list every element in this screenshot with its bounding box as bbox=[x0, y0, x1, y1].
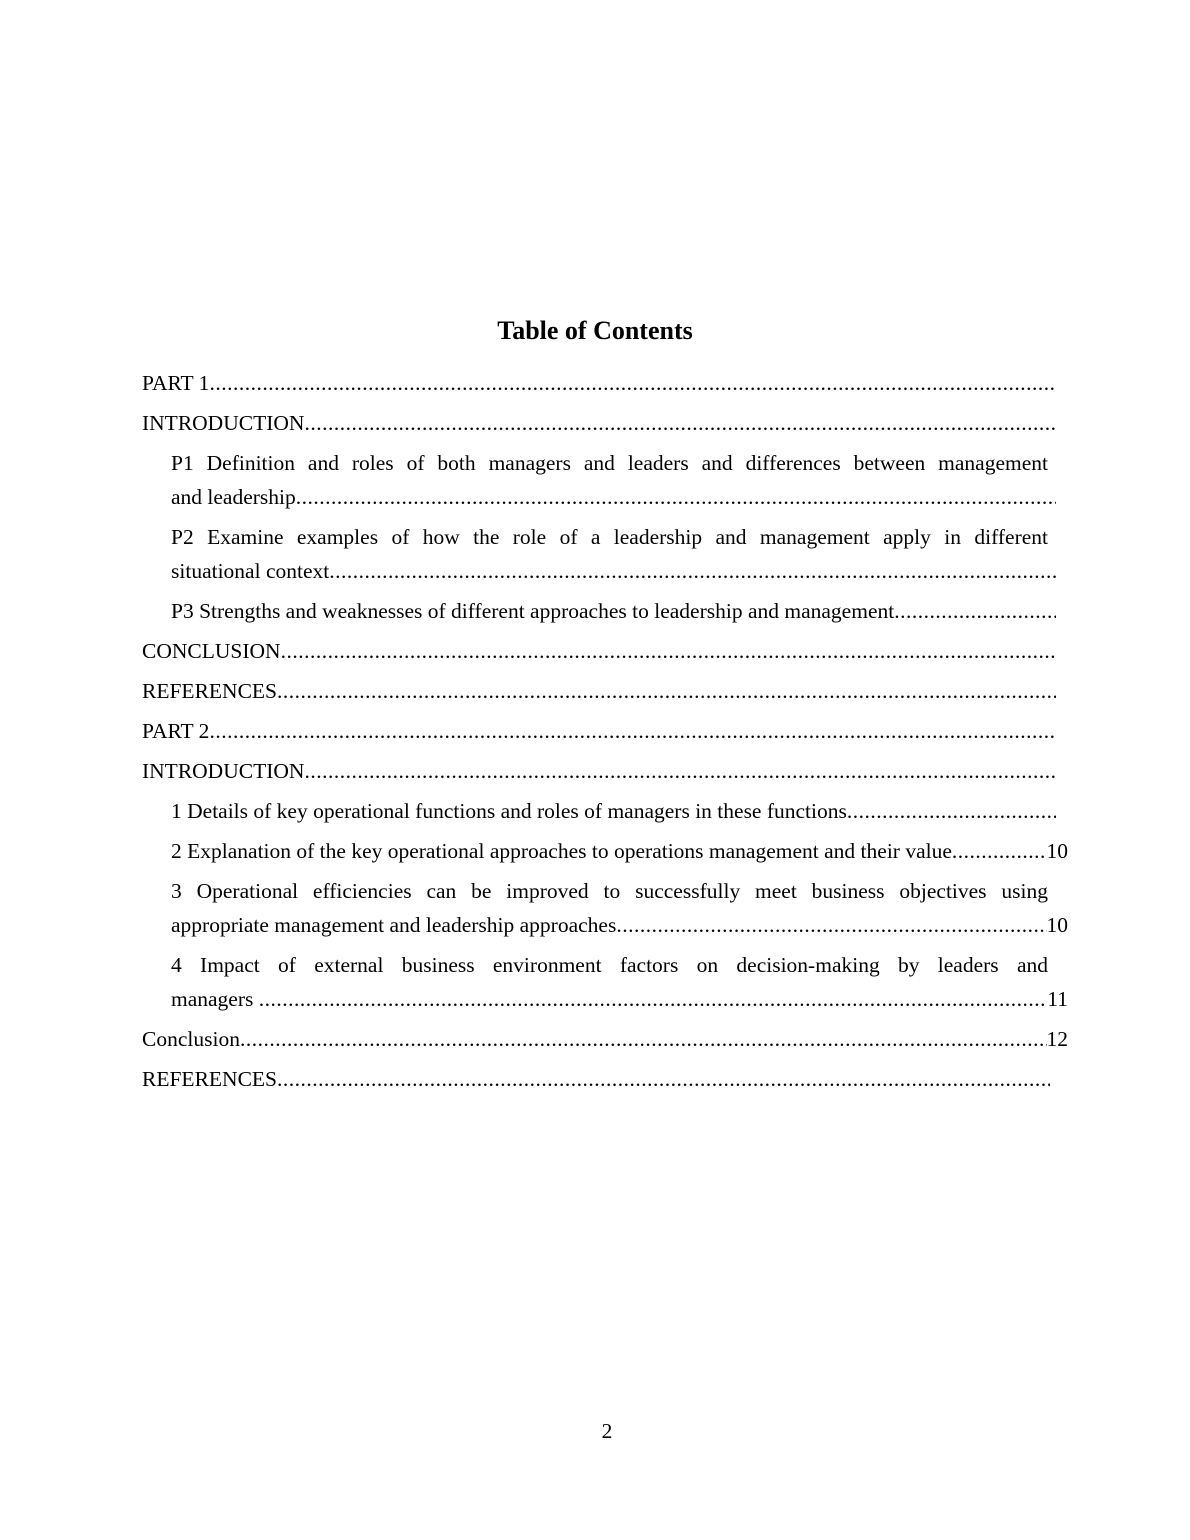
dot-leader bbox=[259, 982, 1048, 1016]
dot-leader bbox=[209, 366, 1056, 400]
toc-entry-label-line1: P2 Examine examples of how the role of a leadership and management apply in different bbox=[171, 525, 1048, 549]
toc-entry-part2[interactable] bbox=[142, 714, 1056, 748]
dot-leader bbox=[281, 634, 1056, 668]
dot-leader bbox=[296, 480, 1056, 514]
toc-entry-label: 1 Details of key operational functions and roles of managers in these functions bbox=[171, 799, 847, 823]
toc-page-number: 12 bbox=[1046, 1027, 1068, 1051]
dot-leader bbox=[209, 714, 1056, 748]
toc-entry-introduction-2[interactable] bbox=[142, 754, 1056, 788]
toc-entry-section-4[interactable] bbox=[142, 948, 1068, 1016]
dot-leader bbox=[304, 406, 1056, 440]
toc-entry-introduction-1[interactable] bbox=[142, 406, 1056, 440]
toc-entry-label: P3 Strengths and weaknesses of different approaches to leadership and management bbox=[171, 599, 895, 623]
table-of-contents bbox=[142, 366, 1068, 1102]
toc-entry-label: INTRODUCTION bbox=[142, 411, 305, 435]
toc-page-number: 10 bbox=[1046, 839, 1068, 863]
toc-entry-label-line2: and leadership bbox=[171, 485, 296, 509]
dot-leader bbox=[240, 1022, 1047, 1056]
toc-entry-label-line1: 3 Operational efficiencies can be improved to successfully meet business objectives using bbox=[171, 879, 1048, 903]
page-number: 2 bbox=[601, 1419, 613, 1443]
toc-entry-section-3[interactable] bbox=[142, 874, 1068, 942]
toc-entry-label: CONCLUSION bbox=[142, 639, 281, 663]
dot-leader bbox=[277, 1062, 1050, 1096]
toc-entry-p3[interactable] bbox=[142, 594, 1056, 628]
toc-entry-section-2[interactable] bbox=[142, 834, 1068, 868]
dot-leader bbox=[847, 794, 1056, 828]
toc-entry-part1[interactable] bbox=[142, 366, 1056, 400]
toc-entry-conclusion-1[interactable] bbox=[142, 634, 1056, 668]
toc-entry-label: REFERENCES bbox=[142, 679, 277, 703]
toc-entry-label-line2: managers bbox=[171, 987, 259, 1011]
dot-leader bbox=[329, 554, 1056, 588]
toc-entry-label-line1: P1 Definition and roles of both managers and leaders and differences between management bbox=[171, 451, 1048, 475]
toc-entry-label-line2: appropriate management and leadership approaches bbox=[171, 913, 617, 937]
toc-entry-label: INTRODUCTION bbox=[142, 759, 305, 783]
dot-leader bbox=[304, 754, 1056, 788]
dot-leader bbox=[952, 834, 1047, 868]
toc-entry-p2[interactable] bbox=[142, 520, 1056, 588]
toc-entry-label: PART 2 bbox=[142, 719, 210, 743]
toc-entry-references-1[interactable] bbox=[142, 674, 1056, 708]
toc-entry-section-1[interactable] bbox=[142, 794, 1056, 828]
toc-entry-conclusion-2[interactable] bbox=[142, 1022, 1068, 1056]
toc-entry-label: REFERENCES bbox=[142, 1067, 277, 1091]
toc-entry-references-2[interactable] bbox=[142, 1062, 1056, 1096]
toc-entry-label: PART 1 bbox=[142, 371, 210, 395]
toc-page-number: 10 bbox=[1046, 913, 1068, 937]
toc-page-number: 11 bbox=[1047, 987, 1068, 1011]
toc-entry-label-line1: 4 Impact of external business environment factors on decision-making by leaders and bbox=[171, 953, 1048, 977]
toc-entry-p1[interactable] bbox=[142, 446, 1056, 514]
dot-leader bbox=[616, 908, 1046, 942]
toc-entry-label: Conclusion bbox=[142, 1027, 240, 1051]
toc-entry-label: 2 Explanation of the key operational approaches to operations management and their value bbox=[171, 839, 952, 863]
page-title: Table of Contents bbox=[497, 316, 693, 345]
dot-leader bbox=[277, 674, 1056, 708]
dot-leader bbox=[894, 594, 1056, 628]
toc-entry-label-line2: situational context bbox=[171, 559, 330, 583]
